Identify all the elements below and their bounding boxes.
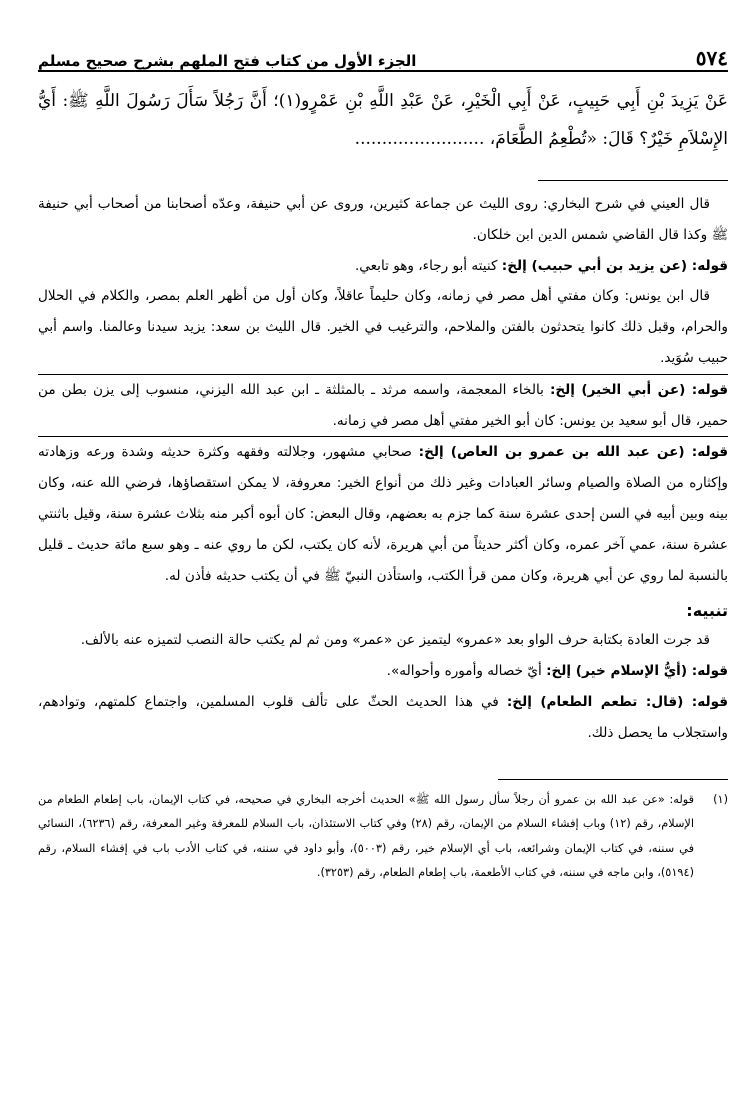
running-title: الجزء الأول من كتاب فتح الملهم بشرح صحيح مسلم: [38, 52, 417, 70]
qawl-heading: قوله: (قال: تطعم الطعام) إلخ:: [506, 693, 728, 710]
commentary-text: أيّ خصاله وأموره وأحواله».: [386, 663, 547, 680]
commentary-text: قال العيني في شرح البخاري: روى الليث عن جماعة كثيرين، وروى عن أبي حنيفة، وعدّه أصحابنا من أصحاب أبي حنيفة ﷺ وكذا قال القاضي شمس الدين ابن خلكان.: [38, 196, 728, 243]
qawl-heading: قوله: (أيُّ الإسلام خير) إلخ:: [546, 663, 728, 680]
commentary-paragraph: [38, 374, 728, 437]
hadith-ellipsis: ........................: [354, 129, 485, 149]
commentary-paragraph: [38, 656, 728, 687]
commentary-paragraph: [38, 189, 728, 251]
page-number: ٥٧٤: [695, 46, 728, 70]
qawl-heading: قوله: (عن أبي الخير) إلخ:: [549, 381, 728, 398]
commentary-paragraph: [38, 251, 728, 282]
commentary-text: قال ابن يونس: وكان مفتي أهل مصر في زمانه، وكان حليماً عاقلاً، وكان أول من أظهر العلم بمصر، والكلام في الحلال والحرام، وقبل ذلك كانوا يتحدثون بالفتن والملاحم، والترغيب في الخير. قال الليث بن سعد: يزيد سيدنا وعالمنا. واسم أبي حبيب سُوَيد.: [38, 288, 728, 366]
commentary-text: صحابي مشهور، وجلالته وفقهه وكثرة حديثه وشدة ورعه وزهادته وإكثاره من الصلاة والصيام وسائر العبادات وغير ذلك من أنواع الخير: معروفة، لا يمكن استقصاؤها، فرضي الله عنه، وكان بينه وبين أبيه في السن إحدى عشرة سنة كما جزم به بعضهم، وقال البعض: كان أبوه أكبر منه بثلاث عشرة سنة، وقيل باثنتي عشرة سنة، عمي آخر عمره، وكان أكثر حديثاً من أبي هريرة، لأنه كان يكتب، لكن ما روي عنه ـ وهو سبع مائة حديث ـ قليل بالنسبة لما روي عن أبي هريرة، وكان ممن قرأ الكتب، واستأذن النبيّ ﷺ في أن يكتب حديثه فأذن له.: [38, 444, 728, 584]
book-page: [38, 28, 728, 886]
qawl-heading: قوله: (عن يزيد بن أبي حبيب) إلخ:: [501, 257, 728, 274]
qawl-heading: قوله: (عن عبد الله بن عمرو بن العاص) إلخ:: [418, 444, 728, 461]
hadith-matn: عَنْ يَزِيدَ بْنِ أَبِي حَبِيبٍ، عَنْ أَبِي الْخَيْرِ، عَنْ عَبْدِ اللَّهِ بْنِ عَمْرٍو(١)؛ أَنَّ رَجُلاً سَأَلَ رَسُولَ اللَّهِ ﷺ: أَيُّ الإِسْلاَمِ خَيْرٌ؟ قَالَ: «تُطْعِمُ الطَّعَامَ،: [38, 91, 728, 149]
footnote-text: قوله: «عن عبد الله بن عمرو أن رجلاً سأل رسول الله ﷺ» الحديث أخرجه البخاري في صحيحه، في كتاب الإيمان، باب إطعام الطعام من الإسلام، رقم (١٢) وباب إفشاء السلام من الإيمان، رقم (٢٨) وفي كتاب الاستئذان، باب السلام للمعرفة وغير المعرفة، رقم (٦٢٣٦)، النسائي في سننه، في كتاب الإيمان وشرائعه، باب أي الإسلام خير، رقم (٥٠٠٣)، وأبو داود في سننه، في كتاب الأدب باب في إفشاء السلام، رقم (٥١٩٤)، وابن ماجه في سننه، في كتاب الأطعمة، باب إطعام الطعام، رقم (٣٢٥٣).: [38, 792, 694, 880]
tanbih-heading: تنبيه:: [686, 601, 728, 621]
commentary: [38, 189, 728, 749]
commentary-text: في هذا الحديث الحثّ على تألف قلوب المسلمين، واجتماع كلمتهم، وتوادهم، واستجلاب ما يحصل ذلك.: [38, 693, 728, 741]
tanbih-paragraph: [38, 625, 728, 656]
footnote-number: (١): [713, 792, 728, 806]
commentary-paragraph: [38, 687, 728, 749]
footnote-divider: [498, 779, 728, 780]
page-header: [38, 28, 728, 72]
commentary-paragraph: [38, 281, 728, 373]
commentary-paragraph: [38, 436, 728, 591]
hadith-text: [38, 82, 728, 158]
commentary-text: كنيته أبو رجاء، وهو تابعي.: [354, 257, 502, 274]
tanbih-text: قد جرت العادة بكتابة حرف الواو بعد «عمرو» ليتميز عن «عمر» ومن ثم لم يكتب حالة النصب لتميزه عنه بالألف.: [80, 632, 710, 649]
footnote: [38, 788, 728, 886]
section-divider: [538, 180, 728, 181]
commentary-text: بالخاء المعجمة، واسمه مرثد ـ بالمثلثة ـ ابن عبد الله اليزني، منسوب إلى يزن بطن من حمير، قال أبو سعيد بن يونس: كان أبو الخير مفتي أهل مصر في زمانه.: [38, 381, 728, 429]
